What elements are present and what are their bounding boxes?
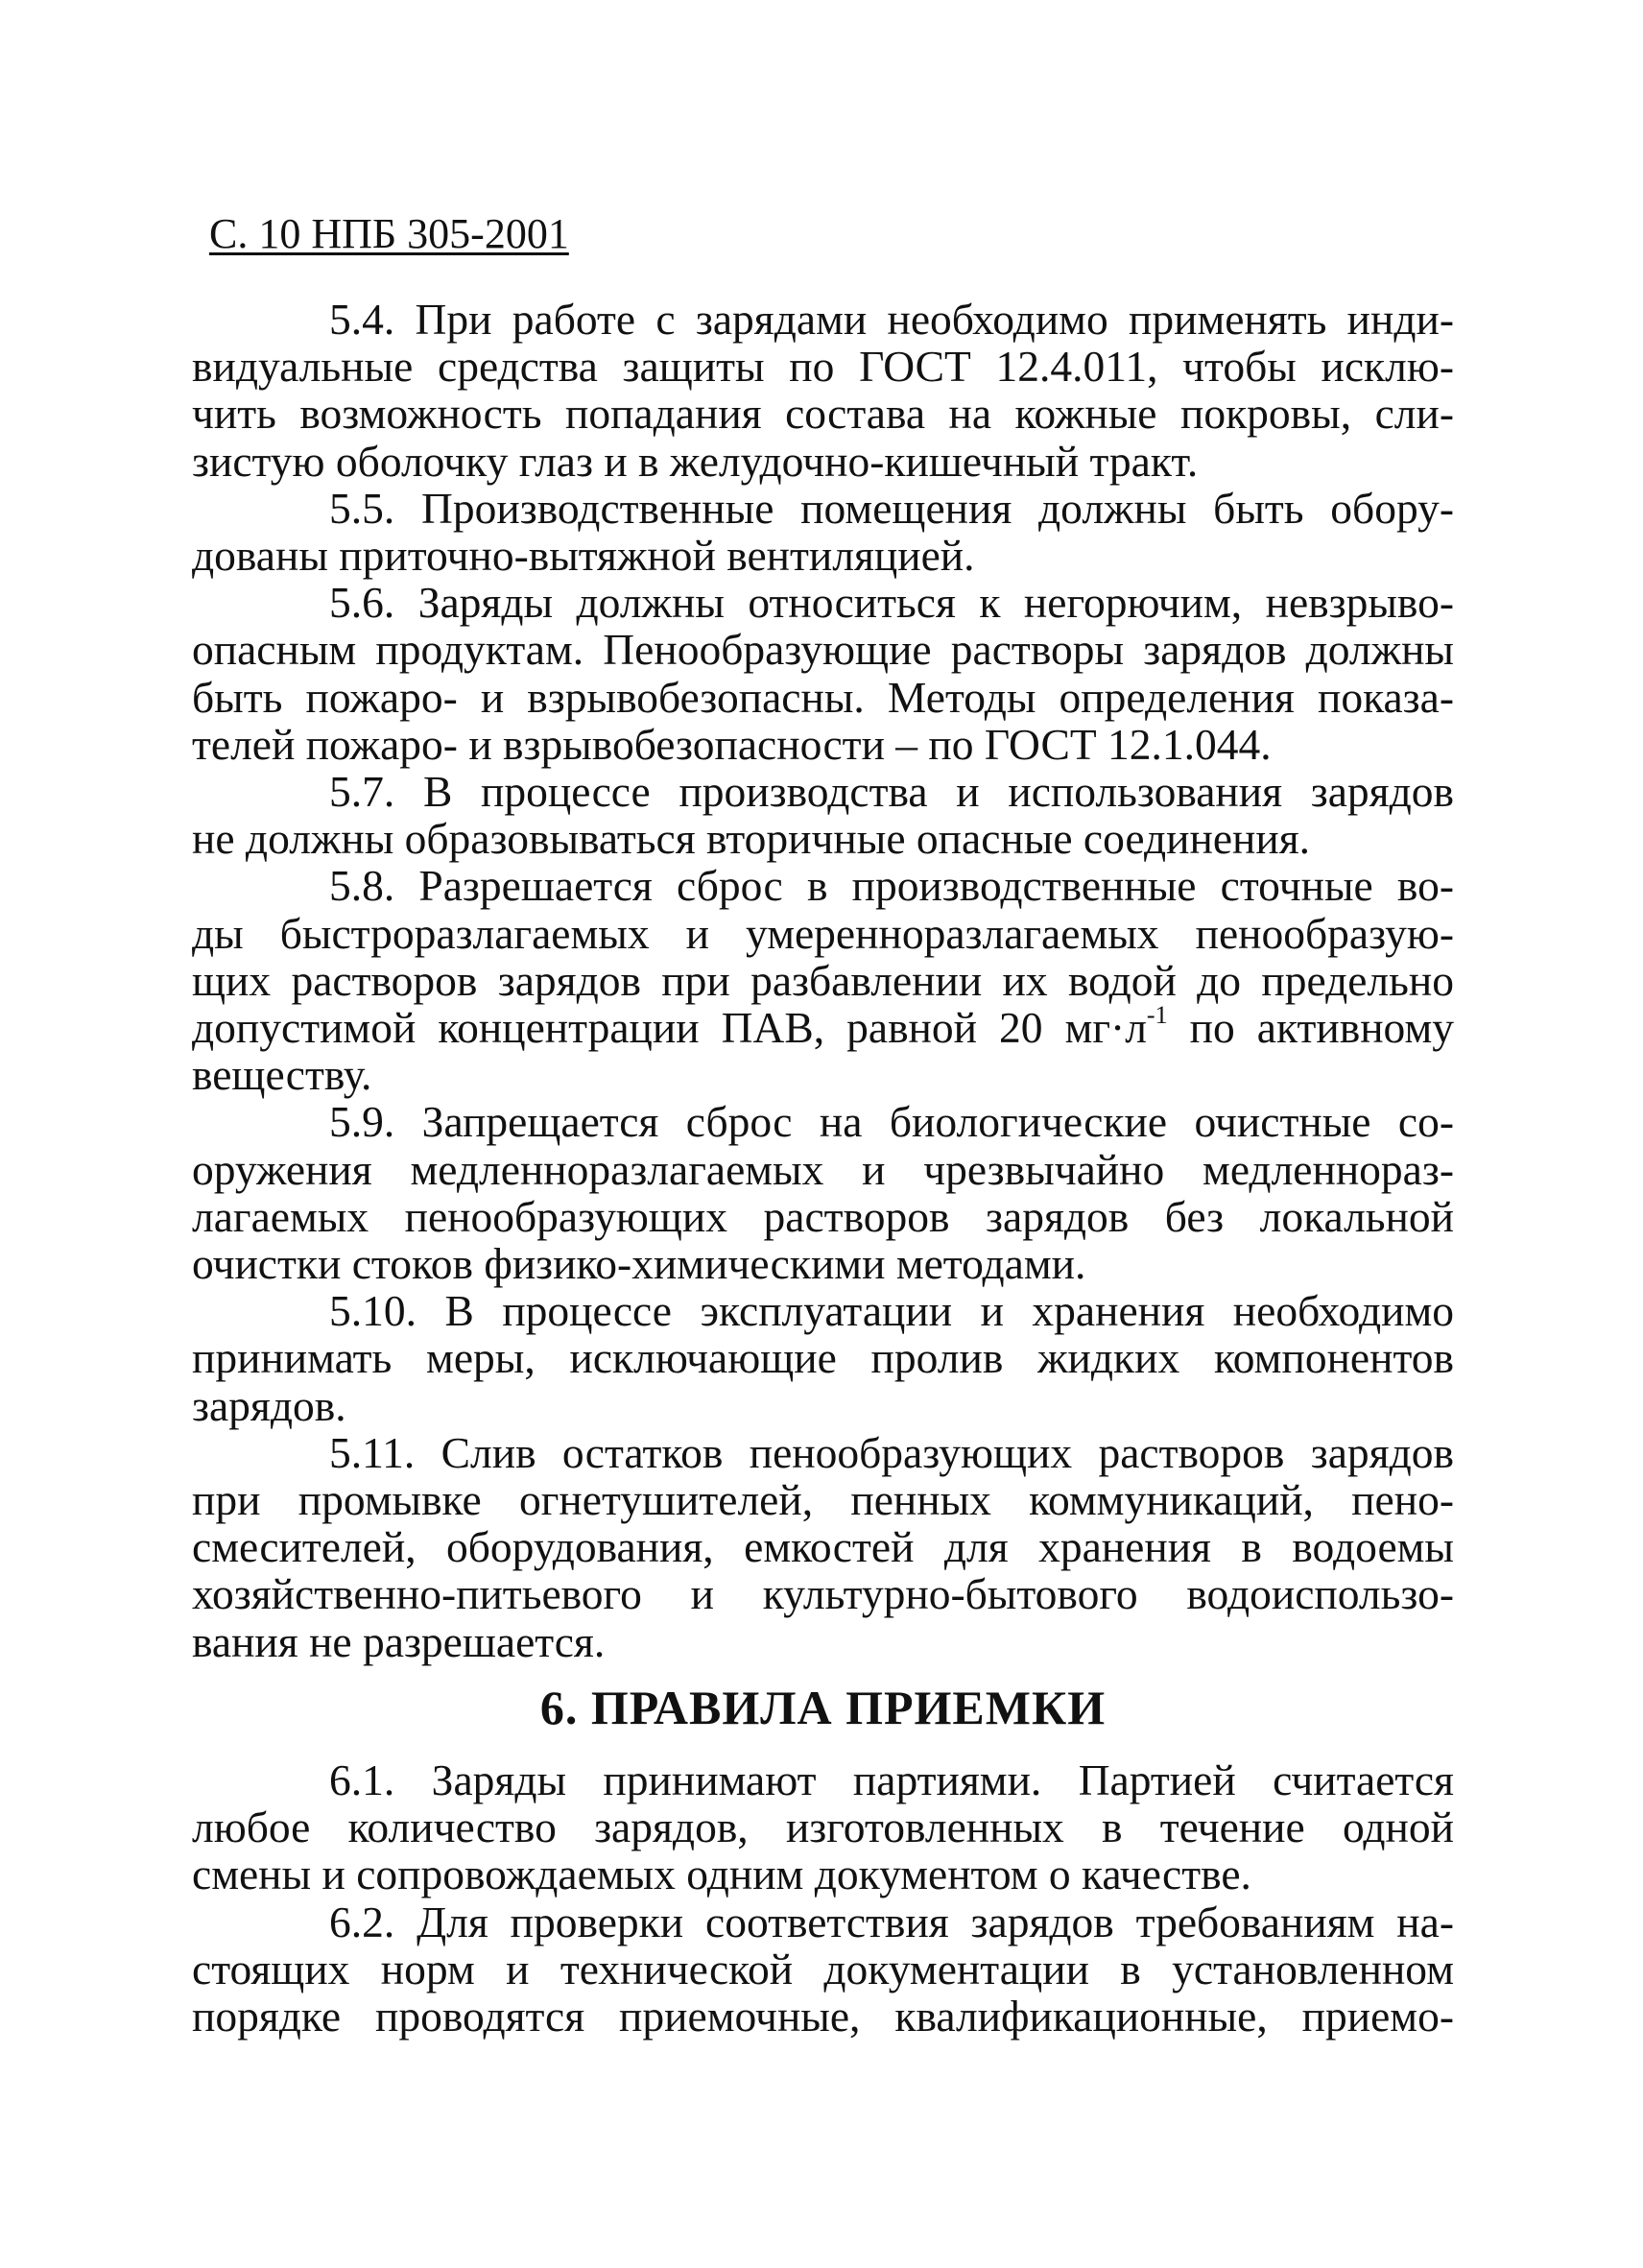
text-fragment: допустимой концентрации ПАВ, равной 20 мг·л (192, 1003, 1147, 1053)
section-5-body (192, 296, 1454, 1665)
text-line: зарядов. (192, 1380, 346, 1430)
paragraph-5-10 (192, 1287, 1454, 1429)
text-line: 5.9. Запрещается сброс на биологические очистные со- (329, 1097, 1454, 1147)
text-line: очистки стоков физико-химическими методами. (192, 1239, 1086, 1289)
text-line: смесителей, оборудования, емкостей для хранения в водоемы (192, 1522, 1454, 1572)
text-line: щих растворов зарядов при разбавлении их водой до предельно (192, 955, 1454, 1005)
text-line: лагаемых пенообразующих растворов зарядов без локальной (192, 1191, 1454, 1241)
paragraph-5-8 (192, 862, 1454, 1098)
text-line: 5.8. Разрешается сброс в производственные сточные во- (329, 861, 1454, 911)
text-line: видуальные средства защиты по ГОСТ 12.4.011, чтобы исклю- (192, 342, 1454, 392)
text-line: веществу. (192, 1050, 372, 1100)
paragraph-6-1 (192, 1756, 1454, 1898)
section-6-body (192, 1756, 1454, 2040)
text-line: 5.7. В процессе производства и использования зарядов (329, 767, 1454, 817)
text-line: стоящих норм и технической документации в установленном (192, 1944, 1454, 1993)
text-line: 5.4. При работе с зарядами необходимо применять инди- (329, 295, 1454, 344)
text-line: 5.10. В процессе эксплуатации и хранения необходимо (329, 1286, 1454, 1336)
text-line: смены и сопровождаемых одним документом о качестве. (192, 1850, 1251, 1899)
paragraph-5-4 (192, 296, 1454, 485)
paragraph-5-7 (192, 768, 1454, 862)
section-6-heading: 6. ПРАВИЛА ПРИЕМКИ (539, 1681, 1107, 1734)
text-line: вания не разрешается. (192, 1616, 606, 1666)
paragraph-5-11 (192, 1429, 1454, 1665)
text-line: не должны образовываться вторичные опасные соединения. (192, 814, 1311, 864)
paragraph-5-5 (192, 485, 1454, 579)
superscript: -1 (1146, 1001, 1168, 1030)
text-fragment: по активному (1167, 1003, 1454, 1053)
paragraph-5-6 (192, 579, 1454, 768)
text-line: порядке проводятся приемочные, квалификационные, приемо- (192, 1992, 1454, 2041)
text-line: опасным продуктам. Пенообразующие растворы зарядов должны (192, 625, 1454, 675)
paragraph-6-2 (192, 1898, 1454, 2041)
text-line: 5.11. Слив остатков пенообразующих растворов зарядов (329, 1427, 1454, 1477)
text-line: 5.5. Производственные помещения должны быть обору- (329, 483, 1454, 533)
text-line: 5.6. Заряды должны относиться к негорючим, невзрыво- (329, 578, 1454, 628)
paragraph-5-9 (192, 1098, 1454, 1287)
text-line: телей пожаро- и взрывобезопасности – по ГОСТ 12.1.044. (192, 719, 1272, 769)
text-line: ды быстроразлагаемых и умеренноразлагаемых пенообразую- (192, 908, 1454, 958)
text-line: оружения медленноразлагаемых и чрезвычайно медленнораз- (192, 1144, 1454, 1194)
text-line: 6.1. Заряды принимают партиями. Партией считается (329, 1755, 1454, 1804)
text-line: любое количество зарядов, изготовленных в течение одной (192, 1802, 1454, 1852)
text-line: зистую оболочку глаз и в желудочно-кишечный тракт. (192, 436, 1199, 486)
page-header: С. 10 НПБ 305-2001 (209, 210, 569, 257)
text-line: чить возможность попадания состава на кожные покровы, сли- (192, 389, 1454, 439)
text-line-with-superscript (192, 1001, 1454, 1053)
text-line: 6.2. Для проверки соответствия зарядов требованиям на- (329, 1897, 1454, 1946)
text-line: быть пожаро- и взрывобезопасны. Методы определения показа- (192, 672, 1454, 722)
text-line: дованы приточно-вытяжной вентиляцией. (192, 531, 975, 581)
text-line: принимать меры, исключающие пролив жидких компонентов (192, 1333, 1454, 1383)
text-line: при промывке огнетушителей, пенных коммуникаций, пено- (192, 1475, 1454, 1525)
text-line: хозяйственно-питьевого и культурно-бытового водоиспользо- (192, 1569, 1454, 1619)
